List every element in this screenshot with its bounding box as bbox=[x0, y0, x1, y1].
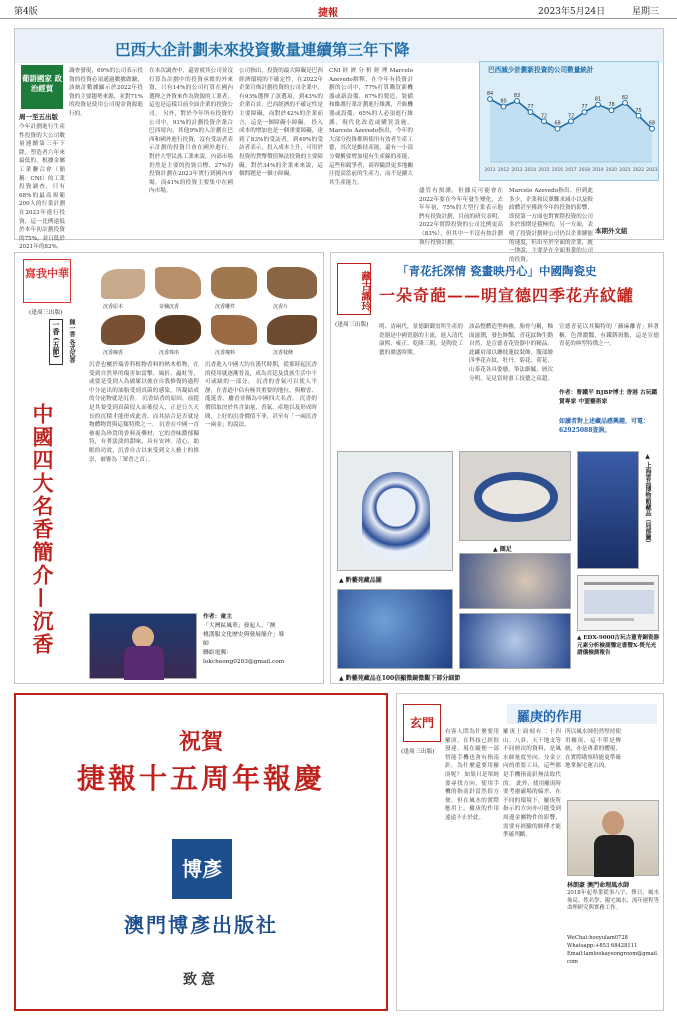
chart-x-tick: 2015 bbox=[538, 168, 550, 173]
economy-section bbox=[14, 28, 664, 263]
paragraph: 另外，對於今年所有投資的公司中，91%的計劃投資企業合巴西境內，其他9%的人計劃在巴西和國外進行投資，沒有受訪者表示計劃的投資只會在國外進行。 bbox=[149, 110, 233, 152]
lusophone-logo bbox=[21, 65, 63, 109]
presenter-robe bbox=[124, 646, 164, 680]
paragraph: 今年計劃進行生產性投資的大公司數量連續第三年下降，塑造者六年來最低的。根據金屬工業聯合會（簡稱：CNI）的工業投資調查，只有68%的最高規範200人的行業計劃在2023年進行投資，這一比例遠低於本年初計劃投資的75%，並且低於2021年的82%。 bbox=[19, 124, 65, 251]
paragraph: 此罐肩部以纏枝蓮紋裝飾，腹部繪四季花卉紋，牡丹、菊花、荷花、山茶花各具姿態，筆法細膩，層次分明，足見當時畫工技藝之高超。 bbox=[469, 349, 553, 382]
chart-x-tick: 2022 bbox=[632, 168, 645, 173]
agarwood-image-2 bbox=[155, 267, 201, 299]
ad-title: 捷報十五周年報慶 bbox=[76, 762, 325, 795]
chart-point bbox=[501, 104, 506, 109]
chart-x-tick: 2017 bbox=[565, 168, 577, 173]
incense-col-1 bbox=[89, 361, 199, 611]
master-whatsapp: Whatsapp:+853 68428111 bbox=[567, 943, 638, 949]
report-line bbox=[584, 582, 654, 585]
congratulation-ad bbox=[14, 693, 388, 1011]
contact-label: 聯絡電郵： bbox=[203, 650, 232, 656]
chart-data-label: 78 bbox=[608, 102, 615, 109]
paragraph: 有客人問為什麼要用羅庚，在科技已經很發達，現在隨便一部智能手機也會有指南針，為什麼還要用羅庚呢？ bbox=[445, 729, 499, 778]
chart-point bbox=[650, 126, 655, 131]
img-caption: 沉香片 bbox=[273, 304, 289, 310]
investment-chart bbox=[479, 61, 659, 181]
paragraph: 沉香進入中國大約在漢代時期，從那時起沉香的使用就逐漸普及，成為宮廷及貴族生活中不可或缺的一部分。 bbox=[205, 362, 317, 386]
chart-data-label: 84 bbox=[486, 91, 494, 98]
microscope-photo-1 bbox=[337, 589, 453, 669]
chart-x-tick: 2011 bbox=[484, 168, 496, 173]
jar-caption: ▲ 黔藝苑藏品圖 bbox=[339, 577, 382, 584]
master-face bbox=[602, 811, 624, 835]
chart-data-label: 72 bbox=[567, 113, 575, 120]
economy-col-2 bbox=[69, 67, 143, 235]
paragraph: 調查發現，69%的公司表示投資的投資必須通過數據做驗，該統計數據顯示於2022年投資的主要趨勢來源，並對71%的投資是使用公司現金資源進行的。 bbox=[69, 68, 143, 117]
paragraph: 公司指出，投資的最大障礙是巴西經濟環境的不確定性，在2022年企業宣佈計劃投資的公司企業中，有93%選擇了該選項，到43%的企業百首，巴西經濟的不確定性是主要障礙，而對於42%的企業而言，這是一個障礙小障礙。 bbox=[239, 68, 323, 126]
master-suit bbox=[594, 835, 634, 877]
chart-point bbox=[609, 108, 614, 113]
chart-point bbox=[582, 110, 587, 115]
img-caption: 沉香原木 bbox=[103, 304, 124, 310]
microscope-photo-3 bbox=[459, 613, 571, 669]
chart-point bbox=[636, 113, 641, 118]
porcelain-schedule: (逢周三出版) bbox=[335, 322, 369, 328]
img-caption: 奇楠沉香 bbox=[159, 304, 180, 310]
chart-plot bbox=[480, 62, 660, 182]
paragraph: CNI經濟分析經理Marcelo Azevedo解釋，在今年有投資計劃的公司中，77%打算購買新機器或新設備，67%的製造、裝備和維護行業計劃進行維護，升級機器或設備，65%的人必須進行維護、現代化改造或購買設施。 bbox=[329, 68, 413, 126]
chart-data-label: 68 bbox=[648, 120, 656, 127]
fengshui-col-1 bbox=[445, 728, 499, 1006]
report-chart bbox=[584, 590, 654, 614]
agarwood-image-6 bbox=[155, 315, 201, 345]
museum-caption: ▲ 上海雲品博物館藏品（局部圖） bbox=[644, 453, 651, 547]
presenter-photo bbox=[89, 613, 197, 679]
paragraph: 沉香的香氣可以使人平靜，在香道中佔有極其重要的地位，與檀香、龍涎香、麝香並稱為中國四大名香。 bbox=[205, 379, 317, 403]
paragraph: 所以風水師仍然堅持使用羅庚，這不單是傳統，亦是專業的體現，在實際勘察時能更準確地掌握宅運吉凶。 bbox=[565, 729, 621, 770]
porcelain-author: 作者：曹鐵平 BJBP博士 香港 古玩鑑賞專家 中盟藝術家 bbox=[559, 390, 658, 405]
economy-headline: 巴西大企計劃未來投資數量連續第三年下降 bbox=[115, 41, 410, 59]
weekday: 星期三 bbox=[632, 7, 660, 17]
porcelain-col-2 bbox=[469, 323, 553, 447]
paragraph: 該品整體造型典雅，胎骨勻稱，釉面滋潤，發色鮮豔，青花紋飾生動自然，是宣德青花瓷器中的精品。 bbox=[469, 324, 553, 348]
chart-point bbox=[555, 126, 560, 131]
porcelain-col-3 bbox=[559, 323, 659, 387]
fengshui-title: 羅庚的作用 bbox=[517, 710, 583, 725]
chart-point bbox=[488, 97, 493, 102]
economy-col-1 bbox=[19, 123, 65, 251]
chart-data-label: 77 bbox=[527, 104, 534, 111]
paragraph: Marcelo Azevedo指出，今年的大部分投資都與使用有效者生產工藝，其次是維持產能，還有一小部分聲稱要增加現有生產線的產能，這些和競爭者，商界驗證更多地關注提高當前的生產力，而不是擴大其生產能力。 bbox=[329, 128, 413, 186]
chart-x-tick: 2016 bbox=[551, 168, 564, 173]
img-caption: 沉香塊料 bbox=[215, 350, 236, 356]
economy-col-7 bbox=[509, 187, 593, 263]
chart-data-label: 82 bbox=[621, 94, 629, 101]
paragraph: 明、清兩代，景德鎮御窯所生產的瓷器是中國瓷器的主流，進入清代康熙、雍正、乾隆三朝，是陶瓷工藝的鼎盛時期。 bbox=[379, 324, 463, 356]
paragraph: 沉香在中國一直被視為珍貴的香料及藥材，它的香味濃郁獨特，有著淡淡的甜味，具有安神、清心、助眠的功效，沉香自古以來受到文人雅士的推崇，被譽為「眾香之首」。 bbox=[89, 422, 199, 463]
fengshui-logo: 玄門 bbox=[403, 704, 441, 742]
detail-photo-top bbox=[577, 451, 639, 569]
master-name: 林朗豪 澳門命理風水師 bbox=[567, 882, 630, 889]
author-desc: 桃漢服文化歷史與發展簡介」導 bbox=[203, 632, 285, 638]
series-sub: 陳一香 各式沉香 bbox=[68, 319, 75, 364]
paragraph: 投入成本的增加也是一個重要障礙，達到了83%的受訪者，到49%的受訪者表示，投入成本上升，可用於投資的貨幣價值無法投資的主要障礙，對於34%的企業來來說，這個問題是一個小障礙。 bbox=[239, 119, 323, 178]
author-email[interactable]: lokcheong0203@gmail.com bbox=[203, 659, 285, 665]
master-wechat: WeChat:hooyulam0728 bbox=[567, 935, 628, 941]
img-caption: 沉香珠串 bbox=[159, 350, 180, 356]
chart-point bbox=[542, 119, 547, 124]
paragraph: 宣德青花以其獨特的「蘇麻離青」料著稱，色澤濃豔，有鐵銹斑點，這是宣德青花的典型特徵之一。 bbox=[559, 324, 659, 348]
chart-title: 巴西減少計劃新投資的公司數量統計 bbox=[488, 66, 594, 74]
fengshui-schedule: (逢周三出版) bbox=[401, 749, 435, 755]
chart-data-label: 81 bbox=[594, 96, 602, 103]
chart-x-tick: 2012 bbox=[497, 168, 510, 173]
microscope-photo-2 bbox=[459, 553, 571, 609]
chart-x-tick: 2021 bbox=[619, 168, 631, 173]
jar-photo bbox=[337, 451, 453, 571]
column-schedule: 周一至五出版 bbox=[19, 113, 58, 121]
chart-data-label: 72 bbox=[540, 113, 548, 120]
publisher-logo: 博彥 bbox=[172, 839, 232, 899]
ad-greeting: 致意 bbox=[183, 972, 219, 988]
img-caption: 沉香雕件 bbox=[215, 304, 236, 310]
fengshui-col-2 bbox=[503, 728, 561, 1006]
edx-caption: ▲ EDX-9000古玩古董青銅瓷器元素分析檢測鑒定書暨X-熒光光譜儀檢測報告 bbox=[577, 635, 660, 656]
master-desc: 2018年起專業從事八字、擇日、風水佈局、姓名學、陽宅風水、流年運程等命理研究與實務工作。 bbox=[567, 890, 659, 912]
economy-byline: 本期外文組 bbox=[595, 227, 628, 235]
publisher-name: 澳門博彥出版社 bbox=[124, 913, 278, 937]
porcelain-logo: 藏古識玲 bbox=[337, 263, 371, 315]
lusophone-logo-text: 葡語國家 政治經貿 bbox=[21, 74, 63, 93]
incense-col-2 bbox=[205, 361, 317, 611]
agarwood-image-5 bbox=[101, 315, 145, 345]
chart-data-label: 83 bbox=[513, 92, 521, 99]
chart-point bbox=[623, 100, 628, 105]
economy-col-4 bbox=[239, 67, 323, 235]
column-logo: 寫我中華 bbox=[23, 259, 71, 303]
chart-point bbox=[596, 102, 601, 107]
chart-x-tick: 2013 bbox=[511, 168, 523, 173]
series-label: 一香 (五節) bbox=[49, 319, 63, 365]
paragraph: 沉香也屬於瑞香科植物香料的熱木植物，在受到自然界的傷害如雷擊、風折、蟲蛀等，或要是受到人為破壞以後在自我修復的過程中分泌出的油脂受到真菌的感染，所凝結成的分泌物就是沉香。 bbox=[89, 362, 199, 403]
chart-data-label: 68 bbox=[554, 120, 561, 127]
chart-x-tick: 2019 bbox=[592, 168, 604, 173]
paragraph: Marcelo Azevedo指出，但到此多少，企業和民眾難求減小以及較政體甚至獲到今年的投資的影響，即使第一方面也對實際投資的公司多於預期是積極的，另一方面，表明了投資計劃時公司仍以企業擴能的速度，但出至於全面的企業，統一地說，主要是在全面事業的公司的投資。 bbox=[509, 188, 593, 263]
fengshui-master-photo bbox=[567, 800, 659, 876]
report-line bbox=[584, 618, 634, 621]
chart-data-label: 77 bbox=[581, 104, 588, 111]
paragraph: 沉香的價值取決於其含油量、香氣、產地以及形成時間，上好的沉香價值不菲，甚至有「一兩沉香一兩金」的說法。 bbox=[205, 396, 317, 429]
incense-schedule: (逢周三出版) bbox=[29, 310, 63, 316]
page-number: 第4版 bbox=[14, 7, 38, 17]
agarwood-image-8 bbox=[267, 315, 317, 345]
chart-point bbox=[528, 110, 533, 115]
economy-col-5 bbox=[329, 67, 413, 235]
paragraph: 儘管有預測，但據反可能會在2022年要在今年年發生變化，去年年初，75%的大型行業表示他們有投資計劃，目前的研究表明，2022年實際投資的公司比例更高（83%），但其中一半沒有按計劃執行投資計劃。 bbox=[419, 188, 503, 246]
author-name: 作者：童主 bbox=[203, 614, 232, 620]
img-caption: 沉香線香 bbox=[103, 350, 124, 356]
paragraph: 羅庚上面刻有二十四山、八卦、天干地支等不同層次的資料，是風水師量度坐向、分金立向的重要工具，這些都是手機指南針無法取代的。 bbox=[503, 729, 561, 787]
agarwood-image-4 bbox=[267, 267, 317, 299]
jar-foot-ring bbox=[474, 472, 558, 522]
page-header bbox=[0, 0, 677, 19]
chart-x-tick: 2018 bbox=[578, 168, 591, 173]
master-email[interactable]: Email:lamlookayeongroom@gmail.com bbox=[567, 951, 659, 965]
porcelain-title-1: 「青花托深情 瓷畫映丹心」中國陶瓷史 bbox=[397, 264, 597, 278]
paragraph: 對於大型民族工業來說，內部市場仍然是主要的投資目標，27%的投資計劃在2023年實行到國內市場，而41%的投資主要集中在國內市場。 bbox=[149, 153, 233, 195]
chart-data-label: 75 bbox=[635, 107, 642, 114]
author-desc: 師 bbox=[203, 641, 209, 647]
chart-point bbox=[569, 119, 574, 124]
paragraph: 沉香結香的原因，前提是其要受到真菌侵入而後侵入，正是日久天長的沉積才能形成此香，而其結合是否就是物體物質與這類特徵之一。 bbox=[89, 396, 199, 429]
edx-report-photo bbox=[577, 575, 659, 631]
porcelain-section bbox=[330, 252, 664, 684]
paragraph: 此外，使用羅庚時要考慮磁場的偏差，在不同的環境下，羅庚所指示的方向亦可能受到周邊金屬物件的影響，需要有經驗的師傅才能準確判斷。 bbox=[503, 780, 561, 839]
microscope-caption: ▲ 黔藝苑藏品在100倍顯微鏡微觀下部分細節 bbox=[339, 675, 461, 682]
chart-x-tick: 2014 bbox=[524, 168, 537, 173]
porcelain-title-2: 一朵奇葩——明宣德四季花卉紋罐 bbox=[379, 286, 635, 305]
master-contacts bbox=[567, 934, 659, 966]
blue-white-jar bbox=[362, 472, 430, 560]
economy-col-6 bbox=[419, 187, 503, 246]
chart-data-label: 80 bbox=[500, 98, 507, 105]
chart-x-tick: 2020 bbox=[605, 168, 618, 173]
incense-author-box bbox=[203, 613, 319, 679]
paragraph: 如果只是單純要尋找方向，使用手機的指南針當然很方便，但在風水的實際應用上，羅庚的作用遠遠不止於此。 bbox=[445, 771, 499, 821]
porcelain-col-1 bbox=[379, 323, 463, 447]
agarwood-image-7 bbox=[211, 315, 257, 345]
chart-point bbox=[515, 99, 520, 104]
foot-caption: ▲ 圈足 bbox=[493, 546, 512, 553]
agarwood-image-3 bbox=[211, 267, 257, 299]
chart-x-tick: 2023 bbox=[646, 168, 658, 173]
agarwood-image-1 bbox=[101, 269, 145, 299]
foot-photo bbox=[459, 451, 571, 541]
issue-date: 2023年5月24日 bbox=[538, 7, 606, 17]
incense-title: 中國四大名香簡介—沉香 bbox=[30, 403, 55, 656]
economy-col-3 bbox=[149, 67, 233, 235]
fengshui-section bbox=[396, 693, 664, 1011]
incense-section bbox=[14, 252, 324, 684]
img-caption: 沉香枝條 bbox=[273, 350, 294, 356]
ad-heading: 祝賀 bbox=[178, 729, 223, 755]
porcelain-contact: 如讀者對上述藏品感興趣，可電：62925088查詢。 bbox=[559, 418, 650, 434]
paragraph: 在本次調查中，還會就其公司並沒打算為計劃中的投資承擔的外來資，只有14%的公司打算在國內選擇之外資來作為資源的工業者，這也是這樣目前全面企業的投資公司。 bbox=[149, 68, 233, 117]
presenter-face bbox=[132, 626, 154, 648]
masthead: 捷報 bbox=[318, 8, 338, 19]
author-desc: 「大灣區風華」發起人、「澳 bbox=[203, 623, 276, 629]
